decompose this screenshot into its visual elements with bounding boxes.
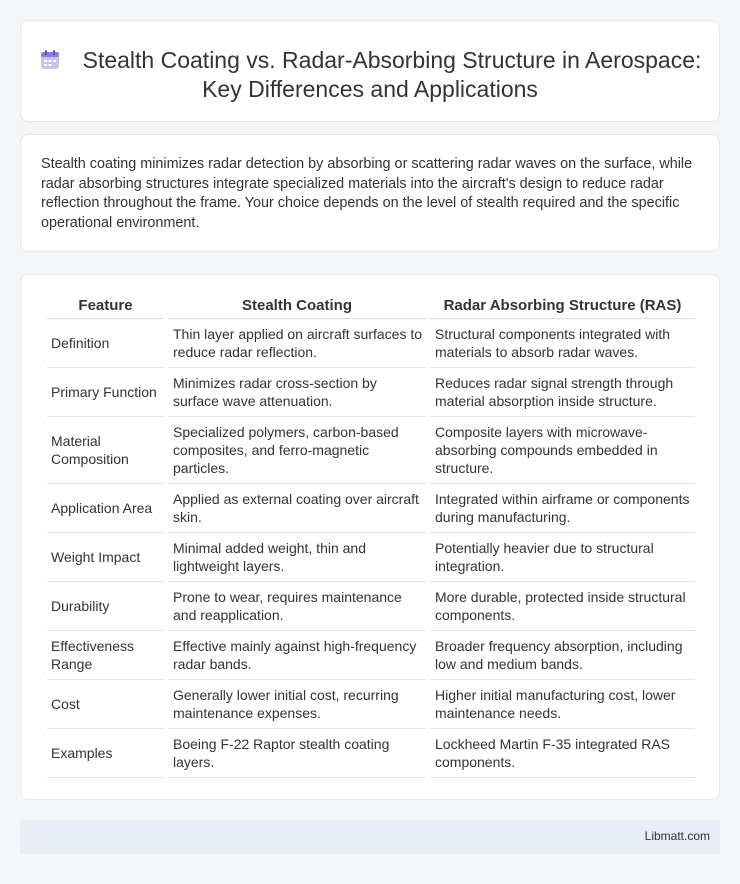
row-feature: Material Composition (47, 417, 164, 484)
calendar-icon (39, 49, 61, 71)
row-ras: Integrated within airframe or components during manufacturing. (430, 484, 695, 533)
row-ras: Lockheed Martin F-35 integrated RAS components. (430, 729, 695, 778)
row-coating: Thin layer applied on aircraft surfaces to reduce radar reflection. (168, 319, 426, 368)
table-row (47, 729, 695, 778)
row-feature: Examples (47, 729, 164, 778)
footer-bar (20, 820, 720, 854)
header-feature: Feature (47, 293, 164, 319)
row-feature: Effectiveness Range (47, 631, 164, 680)
table-row (47, 680, 695, 729)
row-coating: Generally lower initial cost, recurring maintenance expenses. (168, 680, 426, 729)
page-title (21, 21, 719, 104)
row-feature: Cost (47, 680, 164, 729)
footer-brand-link[interactable]: Libmatt.com (644, 829, 710, 843)
row-coating: Prone to wear, requires maintenance and reapplication. (168, 582, 426, 631)
header-stealth-coating: Stealth Coating (168, 293, 426, 319)
row-feature: Definition (47, 319, 164, 368)
row-feature: Weight Impact (47, 533, 164, 582)
row-feature: Durability (47, 582, 164, 631)
row-coating: Specialized polymers, carbon-based composites, and ferro-magnetic particles. (168, 417, 426, 484)
header-ras: Radar Absorbing Structure (RAS) (430, 293, 695, 319)
row-coating: Boeing F-22 Raptor stealth coating layers. (168, 729, 426, 778)
table-row (47, 417, 695, 484)
page-title-text: Stealth Coating vs. Radar-Absorbing Structure in Aerospace: Key Differences and Applications (82, 47, 702, 102)
row-feature: Application Area (47, 484, 164, 533)
row-coating: Applied as external coating over aircraft skin. (168, 484, 426, 533)
comparison-table (43, 293, 699, 778)
row-coating: Minimal added weight, thin and lightweight layers. (168, 533, 426, 582)
row-ras: Structural components integrated with materials to absorb radar waves. (430, 319, 695, 368)
row-coating: Minimizes radar cross-section by surface wave attenuation. (168, 368, 426, 417)
row-ras: More durable, protected inside structural components. (430, 582, 695, 631)
table-row (47, 582, 695, 631)
row-ras: Broader frequency absorption, including low and medium bands. (430, 631, 695, 680)
row-feature: Primary Function (47, 368, 164, 417)
intro-card (20, 134, 720, 252)
row-ras: Potentially heavier due to structural integration. (430, 533, 695, 582)
row-coating: Effective mainly against high-frequency radar bands. (168, 631, 426, 680)
table-row (47, 484, 695, 533)
comparison-card (20, 274, 720, 800)
row-ras: Higher initial manufacturing cost, lower maintenance needs. (430, 680, 695, 729)
table-row (47, 631, 695, 680)
intro-text: Stealth coating minimizes radar detection by absorbing or scattering radar waves on the surface, while radar absorbing structures integrate specialized materials into the aircraft's design to reduce radar reflection throughout the frame. Your choice depends on the level of stealth required and the specific operational environment. (41, 156, 693, 231)
table-row (47, 319, 695, 368)
table-header-row (47, 293, 695, 319)
row-ras: Reduces radar signal strength through material absorption inside structure. (430, 368, 695, 417)
table-row (47, 533, 695, 582)
row-ras: Composite layers with microwave-absorbing compounds embedded in structure. (430, 417, 695, 484)
title-card (20, 20, 720, 122)
table-row (47, 368, 695, 417)
